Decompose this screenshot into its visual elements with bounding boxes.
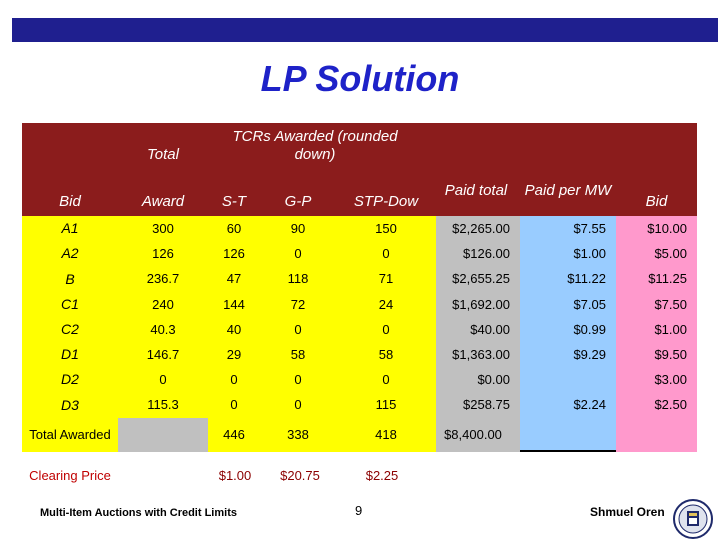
col-header-bid-price: Bid xyxy=(645,193,668,210)
cell-stp-dow: 0 xyxy=(336,367,436,392)
cell-paid-total: $0.00 xyxy=(436,367,520,392)
page-number: 9 xyxy=(355,503,363,518)
cell-bid-price: $2.50 xyxy=(616,392,697,418)
cell-paid-per-mw: $7.55 xyxy=(520,216,616,241)
clearing-price-label: Clearing Price xyxy=(22,456,118,496)
total-awarded-st: 446 xyxy=(208,418,260,452)
col-header-paid-total: Paid total xyxy=(444,182,508,199)
total-awarded-award-empty xyxy=(118,418,208,452)
cell-gp: 118 xyxy=(260,266,336,292)
clearing-price-stp-dow: $2.25 xyxy=(340,456,424,496)
cell-gp: 58 xyxy=(260,342,336,367)
footer-course-title: Multi-Item Auctions with Credit Limits xyxy=(40,507,237,519)
cell-paid-total: $2,655.25 xyxy=(436,266,520,292)
cell-award: 40.3 xyxy=(118,317,208,342)
cell-paid-total: $2,265.00 xyxy=(436,216,520,241)
cell-st: 144 xyxy=(208,292,260,317)
col-header-paid-per-mw: Paid per MW xyxy=(524,182,612,199)
total-awarded-bid-empty xyxy=(616,418,697,452)
cell-gp: 0 xyxy=(260,317,336,342)
cell-st: 0 xyxy=(208,367,260,392)
cell-paid-total: $258.75 xyxy=(436,392,520,418)
col-header-st: S-T xyxy=(221,193,247,210)
cell-bid: C1 xyxy=(22,292,118,317)
cell-bid-price: $11.25 xyxy=(616,266,697,292)
col-header-award: Award xyxy=(141,193,185,210)
cell-award: 146.7 xyxy=(118,342,208,367)
cell-paid-per-mw: $7.05 xyxy=(520,292,616,317)
cell-award: 115.3 xyxy=(118,392,208,418)
cell-st: 40 xyxy=(208,317,260,342)
cell-award: 236.7 xyxy=(118,266,208,292)
cell-st: 29 xyxy=(208,342,260,367)
cell-st: 60 xyxy=(208,216,260,241)
header-total: Total xyxy=(147,146,179,163)
cell-paid-total: $1,363.00 xyxy=(436,342,520,367)
cell-bid: D2 xyxy=(22,367,118,392)
cell-stp-dow: 24 xyxy=(336,292,436,317)
cell-gp: 90 xyxy=(260,216,336,241)
cell-paid-per-mw: $2.24 xyxy=(520,392,616,418)
cell-paid-total: $1,692.00 xyxy=(436,292,520,317)
cell-stp-dow: 58 xyxy=(336,342,436,367)
total-awarded-per-mw-empty xyxy=(520,418,616,452)
slide-title: LP Solution xyxy=(260,58,460,99)
cell-stp-dow: 150 xyxy=(336,216,436,241)
cell-st: 126 xyxy=(208,241,260,266)
cell-stp-dow: 115 xyxy=(336,392,436,418)
cell-gp: 72 xyxy=(260,292,336,317)
cell-gp: 0 xyxy=(260,392,336,418)
cell-paid-total: $126.00 xyxy=(436,241,520,266)
cell-st: 0 xyxy=(208,392,260,418)
cell-paid-total: $40.00 xyxy=(436,317,520,342)
cell-bid-price: $5.00 xyxy=(616,241,697,266)
cell-bid-price: $1.00 xyxy=(616,317,697,342)
cell-stp-dow: 71 xyxy=(336,266,436,292)
cell-award: 240 xyxy=(118,292,208,317)
cell-bid: A2 xyxy=(22,241,118,266)
cell-award: 0 xyxy=(118,367,208,392)
total-awarded-label: Total Awarded xyxy=(22,418,118,452)
col-header-gp: G-P xyxy=(284,193,312,210)
cell-bid: C2 xyxy=(22,317,118,342)
cell-st: 47 xyxy=(208,266,260,292)
cell-gp: 0 xyxy=(260,241,336,266)
cell-paid-per-mw: $0.99 xyxy=(520,317,616,342)
cell-bid-price: $10.00 xyxy=(616,216,697,241)
cell-bid-price: $3.00 xyxy=(616,367,697,392)
cell-paid-per-mw: $1.00 xyxy=(520,241,616,266)
cell-gp: 0 xyxy=(260,367,336,392)
university-seal-icon xyxy=(672,498,714,540)
table-bottom-rule xyxy=(520,450,616,452)
clearing-price-gp: $20.75 xyxy=(262,456,338,496)
cell-paid-per-mw: $9.29 xyxy=(520,342,616,367)
cell-bid-price: $9.50 xyxy=(616,342,697,367)
total-awarded-stp-dow: 418 xyxy=(336,418,436,452)
cell-paid-per-mw xyxy=(520,367,616,392)
cell-award: 300 xyxy=(118,216,208,241)
total-awarded-gp: 338 xyxy=(260,418,336,452)
cell-award: 126 xyxy=(118,241,208,266)
top-bar xyxy=(12,18,718,42)
cell-bid-price: $7.50 xyxy=(616,292,697,317)
cell-stp-dow: 0 xyxy=(336,241,436,266)
col-header-stp-dow: STP-Dow xyxy=(353,193,419,210)
cell-stp-dow: 0 xyxy=(336,317,436,342)
cell-paid-per-mw: $11.22 xyxy=(520,266,616,292)
footer-author: Shmuel Oren xyxy=(590,505,665,519)
col-header-bid: Bid xyxy=(59,193,81,210)
cell-bid: D1 xyxy=(22,342,118,367)
total-awarded-paid-total: $8,400.00 xyxy=(436,418,520,452)
cell-bid: D3 xyxy=(22,392,118,418)
cell-bid: A1 xyxy=(22,216,118,241)
cell-bid: B xyxy=(22,266,118,292)
clearing-price-st: $1.00 xyxy=(190,456,280,496)
header-tcrs-awarded: TCRs Awarded (rounded down) xyxy=(232,128,398,163)
